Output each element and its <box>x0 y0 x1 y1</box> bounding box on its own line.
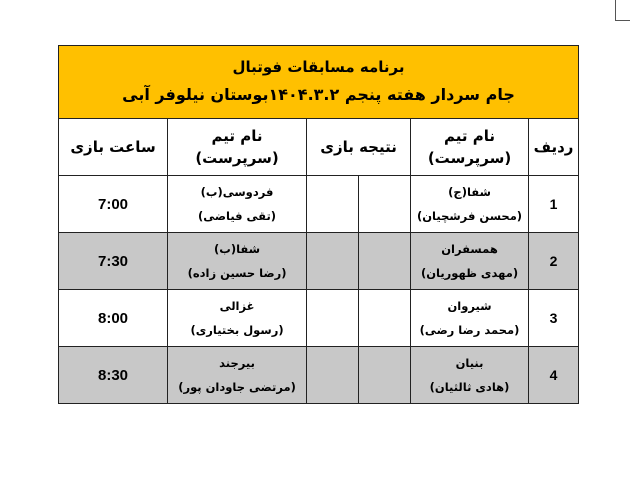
away-team-name: فردوسی(ب) <box>200 185 274 199</box>
schedule-table <box>58 45 579 404</box>
row-number: 1 <box>529 176 579 233</box>
header-team-1-label: نام تیم <box>444 127 496 145</box>
header-team-2 <box>168 119 307 176</box>
home-team-cell <box>411 176 529 233</box>
home-team-coach: (هادی ثالثیان) <box>429 380 510 394</box>
table-row <box>59 233 579 290</box>
table-row <box>59 176 579 233</box>
match-time: 7:00 <box>59 176 168 233</box>
home-team-name: شفا(ج) <box>448 185 491 199</box>
header-result: نتیجه بازی <box>307 119 411 176</box>
away-team-coach: (رسول بختیاری) <box>190 323 284 337</box>
match-time: 8:30 <box>59 347 168 404</box>
row-number: 3 <box>529 290 579 347</box>
home-team-cell <box>411 233 529 290</box>
home-score <box>359 290 411 347</box>
away-team-name: شفا(ب) <box>214 242 261 256</box>
home-team-name: بنیان <box>455 356 484 370</box>
away-team-name: غزالی <box>219 299 255 313</box>
home-team-name: شیروان <box>447 299 492 313</box>
away-team-cell <box>168 176 307 233</box>
header-team-1-sub: (سرپرست) <box>427 149 512 167</box>
header-team-2-sub: (سرپرست) <box>195 149 279 167</box>
match-time: 8:00 <box>59 290 168 347</box>
header-row <box>59 119 579 176</box>
header-team-1 <box>411 119 529 176</box>
away-score <box>307 290 359 347</box>
home-team-coach: (مهدی ظهوریان) <box>420 266 519 280</box>
away-score <box>307 347 359 404</box>
away-team-cell <box>168 233 307 290</box>
table-row <box>59 290 579 347</box>
home-team-cell <box>411 290 529 347</box>
away-score <box>307 176 359 233</box>
away-team-cell <box>168 290 307 347</box>
away-team-coach: (رضا حسین زاده) <box>187 266 287 280</box>
home-team-coach: (محمد رضا رضی) <box>419 323 520 337</box>
page-corner-mark <box>615 0 630 21</box>
away-team-name: بیرجند <box>219 356 255 370</box>
title-line-2: جام سردار هفته پنجم ۱۴۰۴.۳.۲بوستان نیلوفر آبی <box>122 85 515 104</box>
away-team-cell <box>168 347 307 404</box>
home-score <box>359 347 411 404</box>
table-row <box>59 347 579 404</box>
home-team-name: همسفران <box>441 242 498 256</box>
table-title <box>59 46 579 119</box>
home-score <box>359 233 411 290</box>
home-score <box>359 176 411 233</box>
match-time: 7:30 <box>59 233 168 290</box>
header-row-no: ردیف <box>529 119 579 176</box>
home-team-cell <box>411 347 529 404</box>
away-score <box>307 233 359 290</box>
home-team-coach: (محسن فرشچیان) <box>416 209 523 223</box>
away-team-coach: (تقی فیاضی) <box>198 209 277 223</box>
header-team-2-label: نام تیم <box>211 127 263 145</box>
away-team-coach: (مرتضی جاودان پور) <box>178 380 296 394</box>
row-number: 4 <box>529 347 579 404</box>
title-line-1: برنامه مسابقات فوتبال <box>232 58 405 76</box>
row-number: 2 <box>529 233 579 290</box>
header-time: ساعت بازی <box>59 119 168 176</box>
